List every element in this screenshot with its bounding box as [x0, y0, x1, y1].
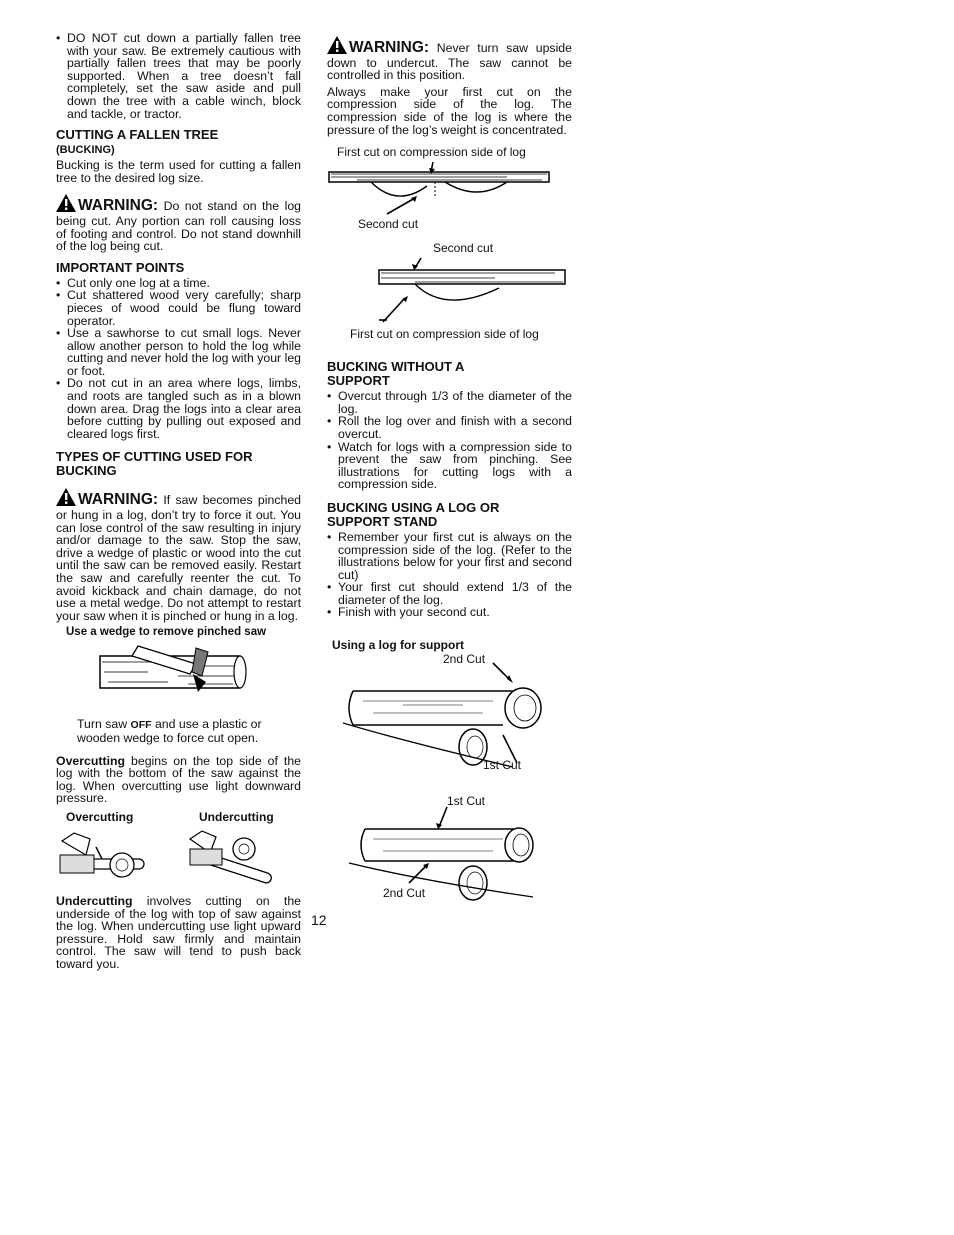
list-item: • Cut shattered wood very carefully; sharp pieces of wood could be flung toward operator. — [56, 289, 301, 327]
warning-triangle-icon — [56, 194, 76, 215]
warning-triangle-icon — [56, 488, 76, 509]
support2-top-label: 1st Cut — [447, 794, 486, 809]
compression-log-2 — [375, 254, 575, 326]
support2-bottom-label: 2nd Cut — [383, 886, 426, 901]
warning-upside-down: WARNING: Never turn saw upside down to undercut. The saw cannot be controlled in this position. — [327, 36, 572, 82]
fig1-top-label: First cut on compression side of log — [337, 145, 526, 160]
support-illustration-1 — [343, 661, 553, 771]
list-item: • Cut only one log at a time. — [56, 277, 301, 290]
support-caption: Using a log for support — [332, 638, 464, 653]
fig1-bottom-label: Second cut — [358, 217, 419, 232]
compression-figure-2 — [327, 242, 572, 350]
bucking-definition: Bucking is the term used for cutting a fallen tree to the desired log size. — [56, 158, 301, 185]
page-number: 12 — [311, 912, 327, 928]
bucking-using-list — [327, 531, 572, 619]
list-item: • Use a sawhorse to cut small logs. Never allow another person to hold the log while cutting and never hold the log with your leg or foot. — [56, 327, 301, 377]
wedge-note: Turn saw OFF and use a plastic or wooden wedge to force cut open. — [77, 717, 262, 745]
overcutting-label: Overcutting — [66, 809, 134, 824]
compression-figure-1 — [327, 142, 572, 242]
right-column — [327, 32, 572, 909]
wedge-caption: Use a wedge to remove pinched saw — [66, 626, 267, 639]
wedge-illustration — [98, 642, 248, 704]
undercutting-paragraph: Undercutting involves cutting on the underside of the log with top of saw against the log. When undercutting use light upward pressure. Hold saw firmly and maintain control. The saw will tend to push back toward you. — [56, 893, 301, 971]
overcutting-illustration — [56, 827, 156, 887]
over-under-figure — [56, 811, 301, 895]
section-title-bucking-using: BUCKING USING A LOG OR SUPPORT STAND — [327, 499, 500, 529]
fig2-bottom-label: First cut on compression side of log — [350, 327, 539, 342]
section-title-important: IMPORTANT POINTS — [56, 259, 185, 275]
list-item: • Remember your first cut is always on the compression side of the log. (Refer to the illustrations below for your first and second cut) — [327, 531, 572, 581]
section-title-bucking-without: BUCKING WITHOUT A SUPPORT — [327, 359, 464, 389]
warning-stand-on-log: WARNING: Do not stand on the log being cut. Any portion can roll causing loss of footing and control. Do not stand downhill of the log being cut. — [56, 194, 301, 252]
support-figure — [327, 639, 572, 909]
list-item: • Your first cut should extend 1/3 of the diameter of the log. — [327, 581, 572, 606]
left-column — [56, 32, 301, 977]
fig2-top-label: Second cut — [433, 241, 494, 256]
overcutting-paragraph: Overcutting begins on the top side of the log with the bottom of the saw against the log. When overcutting use light downward pressure. — [56, 753, 301, 806]
support1-top-label: 2nd Cut — [443, 652, 486, 667]
bullet-partially-fallen: • DO NOT cut down a partially fallen tree with your saw. Be extremely cautious with partially fallen trees that may be poorly supported. When a tree doesn’t fall completely, set the saw aside and pull down the tree with a cable winch, block and tackle, or tractor. — [56, 32, 301, 120]
warning-pinched-saw: WARNING: If saw becomes pinched or hung in a log, don’t try to force it out. You can lose control of the saw resulting in injury and/or damage to the saw. Stop the saw, drive a wedge of plastic or wood into the cut until the saw can be removed easily. Restart the saw and carefully reenter the cut. To avoid kickback and chain damage, do not use a metal wedge. Do not attempt to restart your saw when it is pinched or hung in a log. — [56, 488, 301, 622]
list-item: • Roll the log over and finish with a second overcut. — [327, 415, 572, 440]
top-bullet-list — [56, 32, 301, 120]
undercutting-label: Undercutting — [199, 809, 274, 824]
list-item: • Overcut through 1/3 of the diameter of the log. — [327, 390, 572, 415]
compression-paragraph: Always make your first cut on the compression side of the log. The compression side of the log is where the pressure of the log’s weight is concentrated. — [327, 84, 572, 137]
compression-log-1 — [327, 158, 557, 218]
list-item: • Watch for logs with a compression side to prevent the saw from pinching. See illustrations for cutting logs with a compression side. — [327, 441, 572, 491]
important-points-list — [56, 277, 301, 441]
list-item: • Do not cut in an area where logs, limbs, and roots are tangled such as in a blown down area. Drag the logs into a clear area before cutting by pulling out exposed and cleared logs first. — [56, 377, 301, 440]
section-subtitle-bucking: (BUCKING) — [56, 144, 115, 157]
list-item: • Finish with your second cut. — [327, 606, 572, 619]
warning-triangle-icon — [327, 36, 347, 57]
section-title-cutting-fallen: CUTTING A FALLEN TREE (BUCKING) — [56, 128, 301, 157]
undercutting-illustration — [184, 827, 284, 887]
support-illustration-2 — [343, 803, 553, 903]
support1-bottom-label: 1st Cut — [483, 758, 522, 773]
wedge-figure — [56, 626, 301, 718]
bucking-without-list — [327, 390, 572, 491]
section-title-types-cutting: TYPES OF CUTTING USED FOR BUCKING — [56, 449, 253, 479]
